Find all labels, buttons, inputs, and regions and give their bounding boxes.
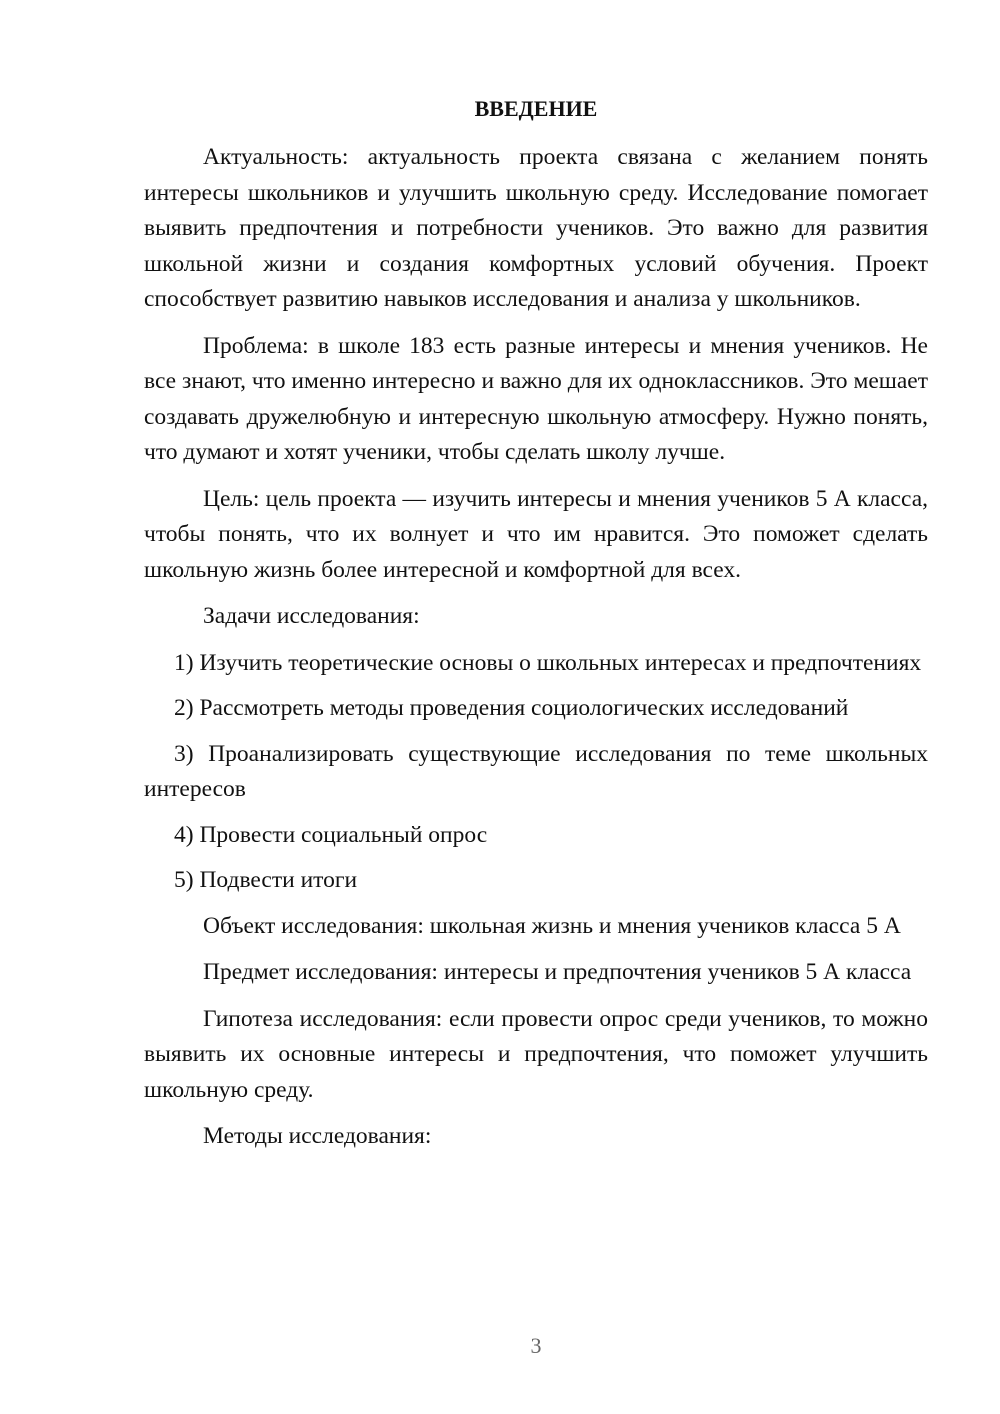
task-item-4: 4) Провести социальный опрос	[174, 821, 488, 848]
section-heading: ВВЕДЕНИЕ	[474, 96, 598, 121]
paragraph-problem: Проблема: в школе 183 есть разные интересы и мнения учеников. Не все знают, что именно интересно и важно для их одноклассников. Это мешает создавать дружелюбную и интересную школьную атмосферу. Нужно понять, что думают и хотят ученики, чтобы сделать школу лучше.	[144, 332, 928, 465]
page-content	[144, 92, 928, 1166]
paragraph-object: Объект исследования: школьная жизнь и мнения учеников класса 5 А	[203, 912, 901, 939]
task-item-3: 3) Проанализировать существующие исследования по теме школьных интересов	[144, 740, 928, 802]
task-item-1: 1) Изучить теоретические основы о школьных интересах и предпочтениях	[174, 649, 922, 676]
paragraph-subject: Предмет исследования: интересы и предпочтения учеников 5 А класса	[203, 959, 912, 985]
paragraph-tasks-title: Задачи исследования:	[203, 603, 420, 629]
task-item-2: 2) Рассмотреть методы проведения социологических исследований	[174, 695, 849, 721]
paragraph-hypothesis: Гипотеза исследования: если провести опрос среди учеников, то можно выявить их основные интересы и предпочтения, что поможет улучшить школьную среду.	[144, 1005, 928, 1103]
page-number: 3	[530, 1333, 542, 1358]
paragraph-methods: Методы исследования:	[203, 1123, 432, 1149]
paragraph-goal: Цель: цель проекта — изучить интересы и мнения учеников 5 А класса, чтобы понять, что их волнует и что им нравится. Это поможет сделать школьную жизнь более интересной и комфортной для всех.	[144, 485, 928, 583]
task-item-5: 5) Подвести итоги	[174, 867, 358, 893]
paragraph-relevance: Актуальность: актуальность проекта связана с желанием понять интересы школьников и улучшить школьную среду. Исследование помогает выявить предпочтения и потребности учеников. Это важно для развития школьной жизни и создания комфортных условий обучения. Проект способствует развитию навыков исследования и анализа у школьников.	[144, 144, 928, 312]
